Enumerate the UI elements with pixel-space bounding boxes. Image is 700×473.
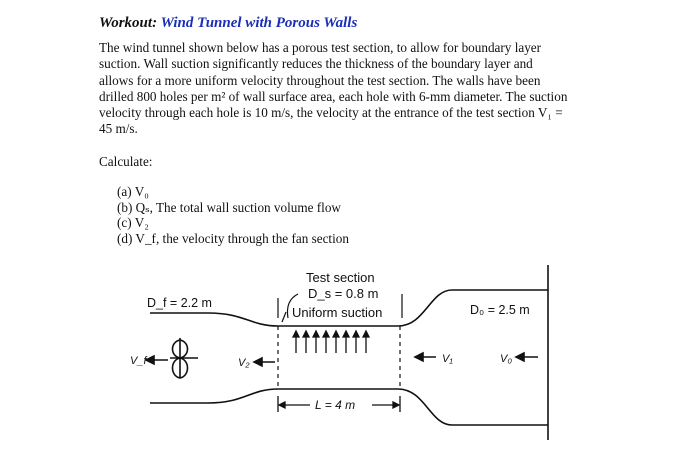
suction-arrow [313, 331, 319, 353]
question-item-c: (c) V₂ [117, 215, 149, 230]
suction-arrow [343, 331, 349, 353]
flow-arrow-v1 [415, 353, 436, 361]
question-item-d: (d) V_f, the velocity through the fan section [117, 230, 349, 246]
suction-arrow [323, 331, 329, 353]
suction-arrow [363, 331, 369, 353]
statement-line: drilled 800 holes per m² of wall surface area, each hole with 6-mm diameter. The suction [99, 88, 568, 104]
v2-label: V₂ [238, 357, 250, 369]
flow-arrow-v0 [516, 353, 538, 361]
calculate-label: Calculate: [99, 154, 153, 169]
uniform-suction-label: Uniform suction [292, 305, 383, 320]
do-label: D₀ = 2.5 m [470, 303, 530, 317]
v0-label: V₀ [500, 353, 512, 365]
flow-arrow-vf [146, 356, 168, 364]
suction-arrow [293, 331, 299, 353]
suction-arrow [333, 331, 339, 353]
df-label: D_f = 2.2 m [147, 296, 212, 310]
test-section-label: Test section [306, 270, 375, 285]
workout-title: Wind Tunnel with Porous Walls [160, 15, 358, 31]
flow-arrows [146, 353, 538, 366]
workout-label: Workout: [99, 15, 158, 31]
v1-label: V₁ [442, 353, 453, 365]
statement-line: 45 m/s. [99, 121, 138, 137]
length-label: L = 4 m [315, 398, 356, 412]
fan-icon [170, 338, 198, 378]
statement-line: allows for a more uniform velocity throughout the test section. The walls have been [99, 72, 541, 88]
vf-label: V_f [130, 355, 147, 367]
question-item-b: (b) Qₛ, The total wall suction volume flow [117, 199, 341, 215]
question-item-a: (a) V₀ [117, 184, 149, 199]
flow-arrow-v2 [254, 358, 275, 366]
suction-arrow [353, 331, 359, 353]
suction-arrows [293, 331, 369, 353]
suction-arrow [303, 331, 309, 353]
statement-line: The wind tunnel shown below has a porous test section, to allow for boundary layer [99, 40, 542, 55]
statement-line: velocity through each hole is 10 m/s, the velocity at the entrance of the test section V₁ = [99, 105, 563, 121]
statement-line: suction. Wall suction significantly reduces the thickness of the boundary layer and [99, 56, 533, 72]
uniform-suction-leader [282, 312, 286, 322]
ds-label: D_s = 0.8 m [308, 286, 379, 301]
